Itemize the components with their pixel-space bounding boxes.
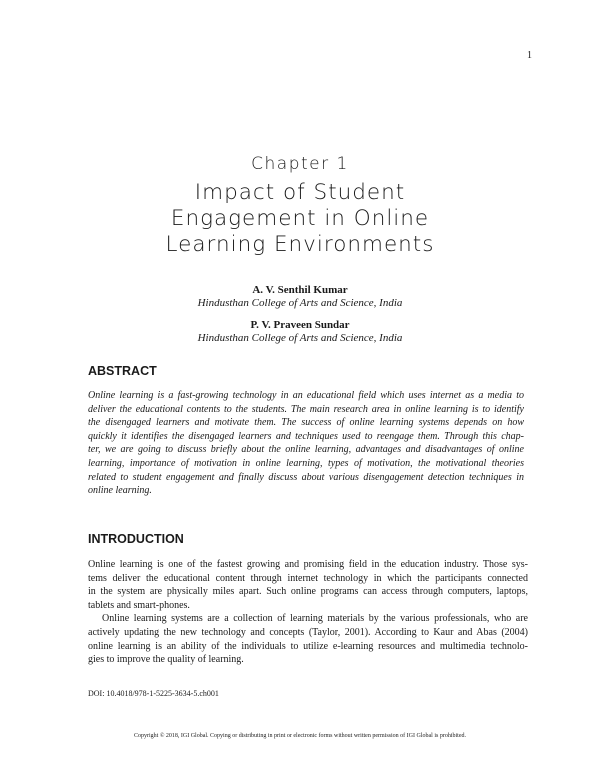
- abstract-line: Online learning is a fast-growing technology in an educational field which uses internet as a media to: [88, 390, 524, 401]
- intro-line: gies to improve the quality of learning.: [88, 654, 244, 666]
- chapter-label: Chapter 1: [251, 154, 349, 174]
- abstract-line: deliver the educational contents to the students. The main research area in online learning is to identify: [88, 403, 524, 415]
- author-block: [0, 319, 600, 345]
- copyright-notice: Copyright © 2018, IGI Global. Copying or distributing in print or electronic forms without written permission of IGI Global is prohibited.: [133, 733, 466, 739]
- abstract-line: online learning.: [88, 485, 152, 497]
- intro-line: in the system are physically miles apart. Such online programs can access through computers, laptops,: [88, 586, 528, 598]
- abstract-heading: ABSTRACT: [88, 364, 157, 378]
- author-block: [0, 284, 600, 310]
- chapter-title: [0, 180, 600, 258]
- abstract-line: the disengaged learners and motivate them. The success of online learning systems depends on how: [88, 417, 524, 429]
- author-affiliation: Hindusthan College of Arts and Science, India: [197, 332, 403, 344]
- introduction-heading: INTRODUCTION: [88, 532, 184, 546]
- abstract-line: ter, we are going to discuss briefly about the online learning, advantages and disadvantages of online: [88, 444, 524, 456]
- author-name: A. V. Senthil Kumar: [252, 284, 348, 296]
- intro-line: Online learning systems are a collection of learning materials by the various professionals, who are: [102, 613, 528, 625]
- intro-line: tems deliver the educational content through internet technology in which the participants connected: [88, 572, 528, 584]
- intro-line: tablets and smart-phones.: [88, 599, 190, 611]
- intro-line: online learning is an ability of the individuals to utilize e-learning resources and multimedia technolo-: [88, 640, 528, 652]
- abstract-line: related to student engagement and finally discuss about various disengagement detection techniques in: [88, 471, 524, 483]
- author-name: P. V. Praveen Sundar: [250, 319, 350, 331]
- chapter-title-line: Learning Environments: [165, 232, 435, 257]
- abstract-line: learning, importance of motivation in online learning, types of motivation, the motivational theories: [88, 457, 524, 469]
- introduction-text: [88, 558, 528, 667]
- abstract-line: quickly it identifies the disengaged learners and techniques used to reengage them. Through this chap-: [88, 430, 524, 442]
- doi: DOI: 10.4018/978-1-5225-3634-5.ch001: [88, 689, 219, 698]
- chapter-title-line: Impact of Student: [194, 180, 406, 205]
- intro-line: Online learning is one of the fastest growing and promising field in the education industry. Those sys-: [88, 559, 528, 570]
- intro-line: actively updating the new technology and concepts (Taylor, 2001). According to Kaur and Abas (2004): [88, 626, 528, 638]
- author-affiliation: Hindusthan College of Arts and Science, India: [197, 297, 403, 309]
- abstract-text: [88, 389, 524, 498]
- chapter-title-line: Engagement in Online: [170, 206, 430, 231]
- page-number: 1: [527, 50, 532, 61]
